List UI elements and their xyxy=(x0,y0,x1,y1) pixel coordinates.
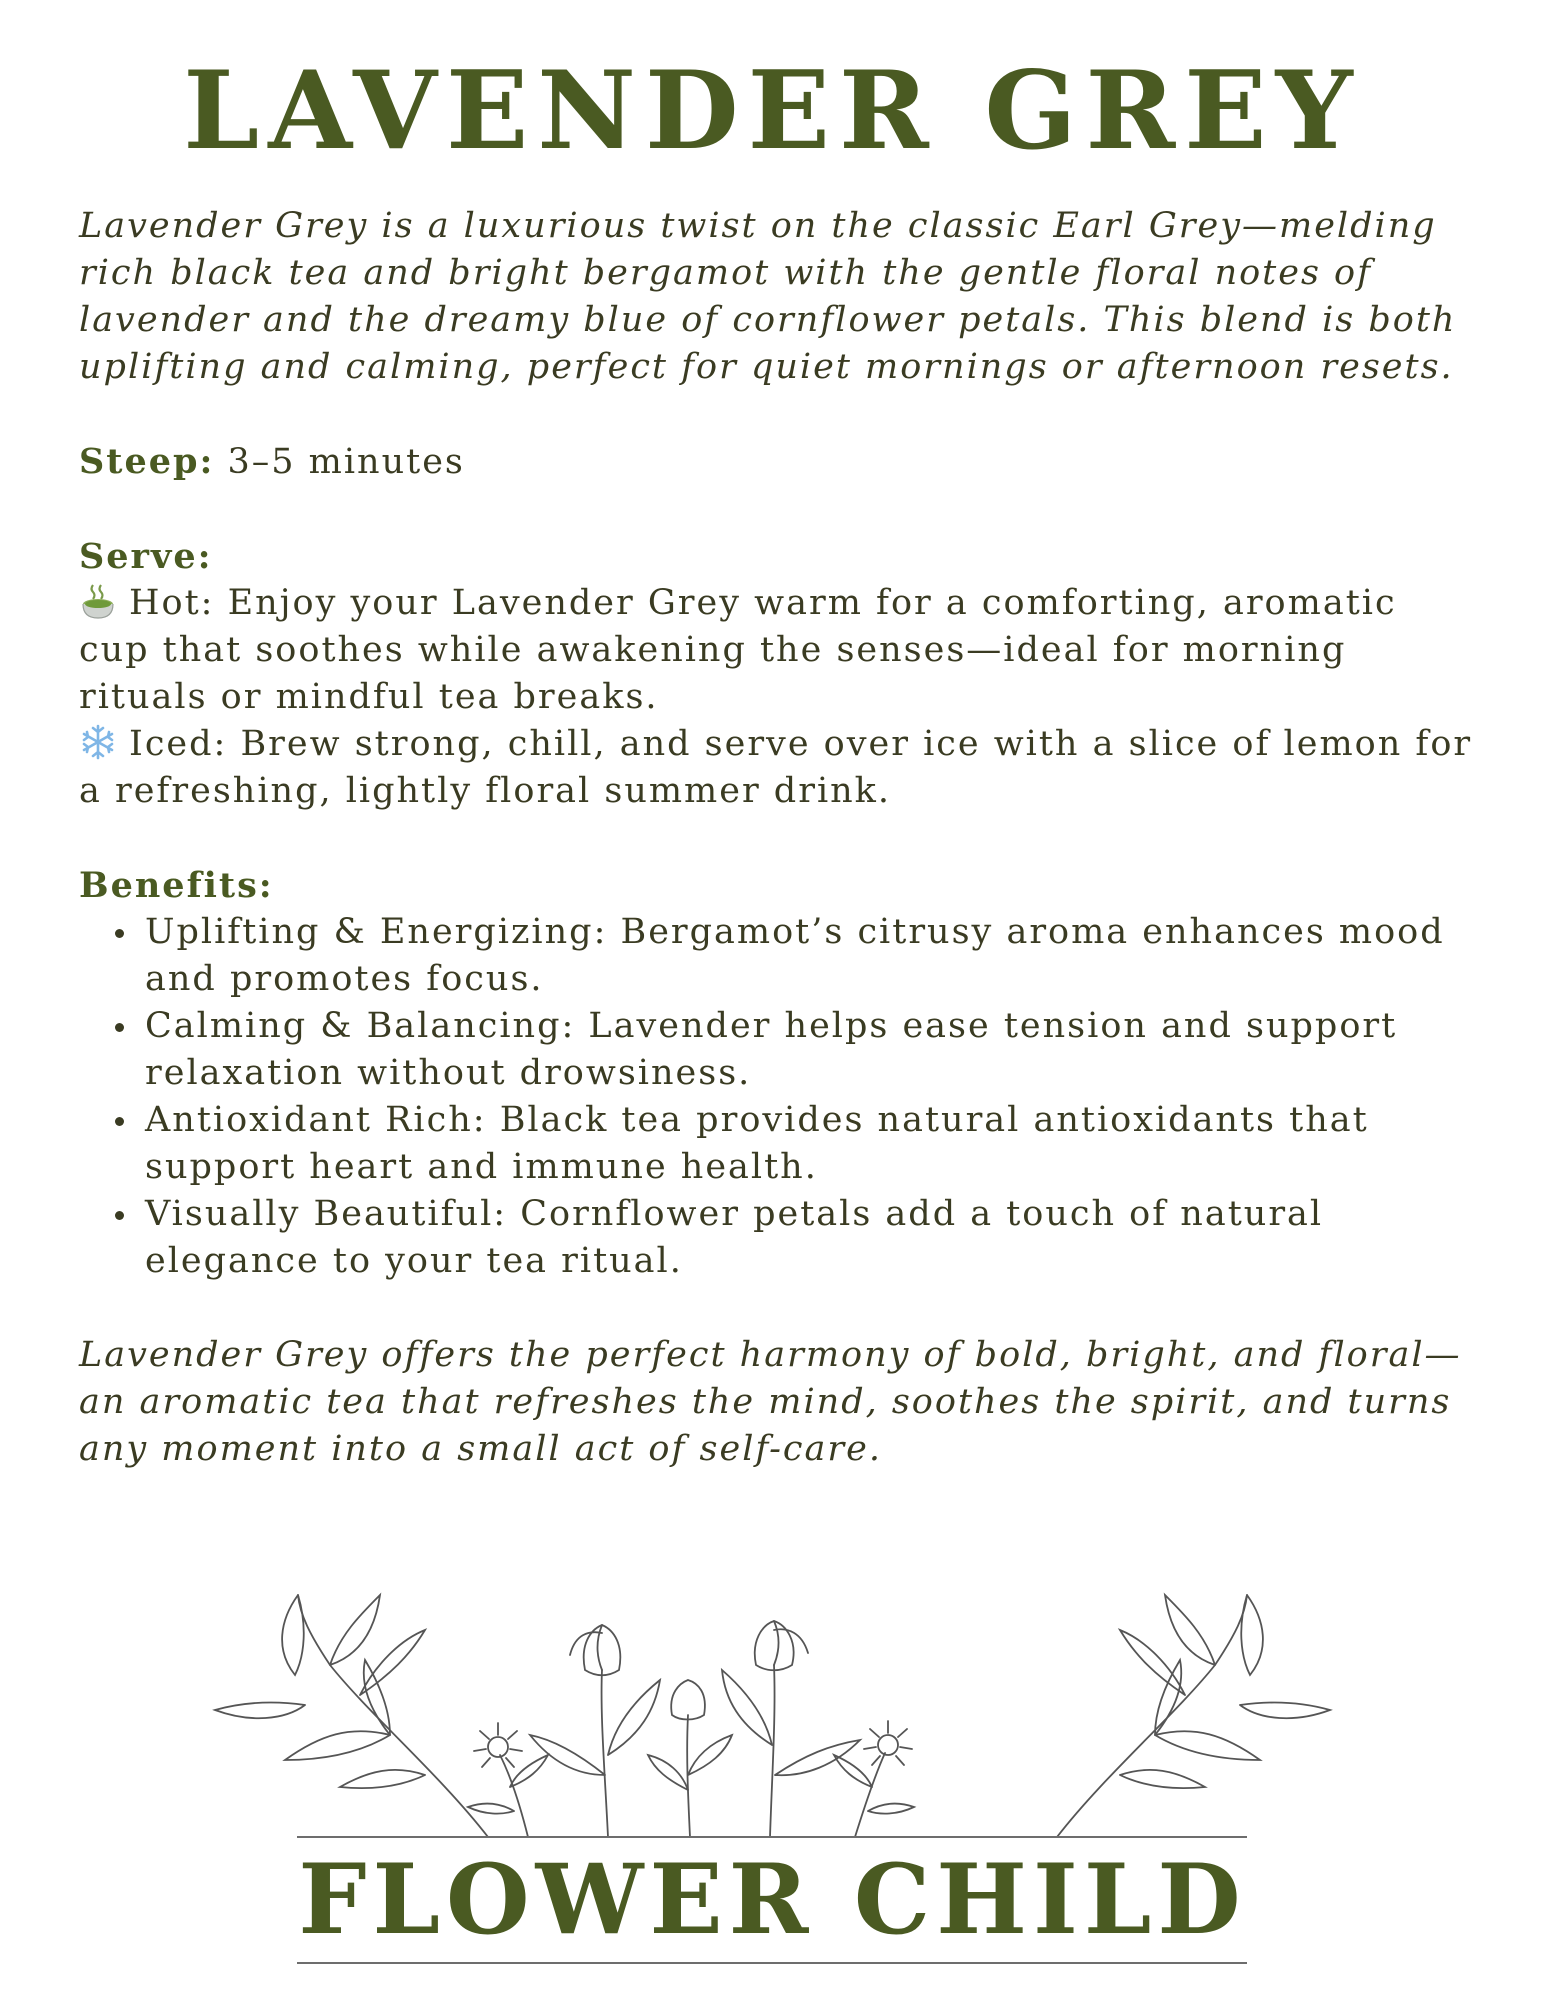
serve-hot-text: Hot: Enjoy your Lavender Grey warm for a comforting, aromatic cup that soothes while awakening the senses—ideal for morning rituals or mindful tea breaks. xyxy=(79,583,1397,717)
list-item: Calming & Balancing: Lavender helps ease tension and support relaxation without drowsiness. xyxy=(145,1003,1479,1097)
snowflake-icon xyxy=(79,723,117,761)
tea-description xyxy=(79,203,1479,1473)
brand-divider-top xyxy=(297,1836,1247,1838)
serve-iced xyxy=(79,721,1479,815)
list-item: Uplifting & Energizing: Bergamot’s citrusy aroma enhances mood and promotes focus. xyxy=(145,909,1479,1003)
serve-iced-text: Iced: Brew strong, chill, and serve over ice with a slice of lemon for a refreshing, lightly floral summer drink. xyxy=(79,724,1473,811)
benefits-list xyxy=(79,909,1479,1285)
serve-label: Serve: xyxy=(79,536,213,577)
floral-illustration-icon xyxy=(210,1575,1335,1845)
brand-name: FLOWER CHILD xyxy=(298,1843,1247,1956)
benefits-label: Benefits: xyxy=(79,865,274,906)
steep-label: Steep: xyxy=(79,441,215,482)
closing-paragraph: Lavender Grey offers the perfect harmony of bold, bright, and floral—an aromatic tea that refreshes the mind, soothes the spirit, and turns any moment into a small act of self-care. xyxy=(79,1335,1462,1469)
list-item: Visually Beautiful: Cornflower petals add a touch of natural elegance to your tea ritual. xyxy=(145,1191,1479,1285)
brand-divider-bottom xyxy=(297,1962,1247,1964)
serve-hot xyxy=(79,580,1479,721)
intro-paragraph: Lavender Grey is a luxurious twist on the classic Earl Grey—melding rich black tea and bright bergamot with the gentle floral notes of lavender and the dreamy blue of cornflower petals. This blend is both uplifting and calming, perfect for quiet mornings or afternoon resets. xyxy=(79,206,1457,387)
list-item: Antioxidant Rich: Black tea provides natural antioxidants that support heart and immune health. xyxy=(145,1097,1479,1191)
hot-tea-icon xyxy=(79,582,117,620)
steep-line xyxy=(79,438,1479,486)
steep-value: 3–5 minutes xyxy=(227,442,465,482)
page-title: LAVENDER GREY xyxy=(183,48,1362,174)
